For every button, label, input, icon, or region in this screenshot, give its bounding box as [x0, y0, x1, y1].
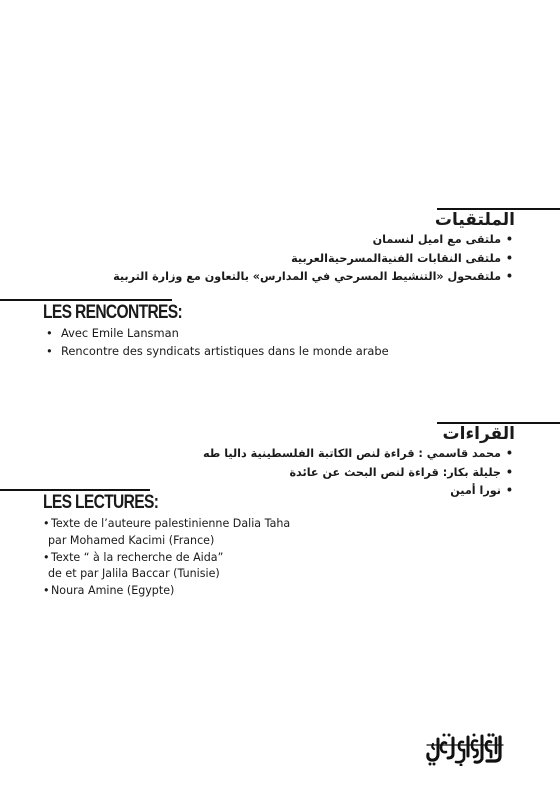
list-item: [43, 343, 389, 361]
list-item-second-line: par Mohamed Kacimi (France): [48, 533, 215, 547]
arabic-meetings-title: الملتقيات: [434, 210, 515, 230]
french-meetings-list: [43, 325, 389, 360]
arabic-readings-divider: [437, 422, 560, 424]
list-item-first-line: • Texte “ à la recherche de Aida”: [43, 551, 223, 564]
list-item-text: Rencontre des syndicats artistiques dans le monde arabe: [61, 343, 389, 358]
list-item-second-line: de et par Jalila Baccar (Tunisie): [48, 567, 220, 581]
list-item-text: Avec Emile Lansman: [61, 326, 179, 340]
arabic-meetings-divider: [437, 208, 560, 210]
list-item: [43, 550, 290, 584]
arabic-readings-title: القراءات: [442, 424, 515, 444]
festival-logo-icon: [425, 732, 505, 766]
list-item: [43, 583, 290, 600]
list-item: • جليلة بكار: قراءة لنص البحث عن عائدة: [203, 464, 515, 483]
french-readings-list: [43, 516, 290, 600]
festival-logo-graphic: [425, 732, 505, 766]
french-readings-divider: [0, 489, 150, 491]
list-item: • ملتقى مع اميل لنسمان: [113, 231, 515, 250]
french-readings-section: [0, 485, 560, 605]
french-meetings-section: [0, 295, 560, 375]
list-item-first-line: • Texte de l’auteure palestinienne Dalia Taha: [43, 517, 290, 530]
french-meetings-divider: [0, 299, 172, 301]
list-item: • ملتقىحول «التنشيط المسرحي في المدارس» بالتعاون مع وزارة التربية: [113, 268, 515, 287]
list-item: [43, 325, 389, 343]
list-item: • ملتقى النقابات الفنيةالمسرحيةالعربية: [113, 250, 515, 269]
arabic-meetings-section: [0, 0, 560, 300]
french-readings-title: LES LECTURES:: [43, 492, 159, 513]
list-item-first-line: • Noura Amine (Egypte): [43, 584, 174, 597]
list-item: [43, 516, 290, 550]
list-item: • محمد قاسمي : قراءة لنص الكاتبة الفلسطينية داليا طه: [203, 445, 515, 464]
arabic-meetings-list: [113, 231, 515, 287]
list-item: • نورا أمين: [203, 482, 515, 501]
french-meetings-title: LES RENCONTRES:: [43, 302, 183, 323]
